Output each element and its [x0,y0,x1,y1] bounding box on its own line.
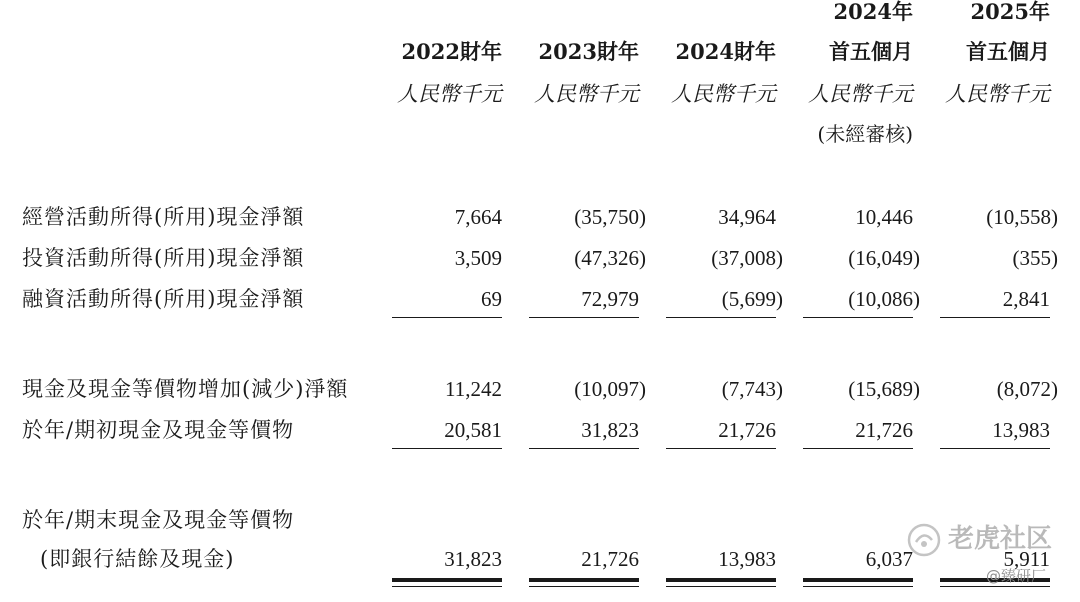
row-2-col-2-value: (47,326) [574,246,646,270]
row-5-col-2-value: 31,823 [581,418,639,442]
double-rule-col-2 [529,578,639,587]
subtotal-rule-col-1 [392,317,502,318]
col-3-period: 2024財年 [675,39,776,64]
subtotal-rule-col-4 [803,317,913,318]
row-3-col-5-value: 2,841 [1002,287,1050,311]
row-4-col-2-value: (10,097) [574,377,646,401]
row-label-opening-cash: 於年/期初現金及現金等價物 [22,418,295,442]
row-3-col-4-value: (10,086) [848,287,920,311]
col-4-audit-note: (未經審核) [817,122,913,146]
row-2-col-4-value: (16,049) [848,246,920,270]
double-rule-col-1 [392,578,502,587]
row-1-col-4-value: 10,446 [855,205,913,229]
col-2-unit: 人民幣千元 [534,82,639,106]
col-5-unit: 人民幣千元 [945,82,1050,106]
row-3-col-1-value: 69 [481,287,502,311]
row-5-col-4-value: 21,726 [855,418,913,442]
row-4-col-5-value: (8,072) [996,377,1058,401]
row-1-col-3-value: 34,964 [718,205,776,229]
subtotal-rule-col-2 [529,317,639,318]
row-4-col-3-value: (7,743) [721,377,783,401]
row-label-financing-cash: 融資活動所得(所用)現金淨額 [22,287,305,311]
row-1-col-5-value: (10,558) [986,205,1058,229]
row-6-col-2-value: 21,726 [581,547,639,571]
subtotal-rule-col-3 [666,317,776,318]
row-label-closing-cash-note: (即銀行結餘及現金) [40,547,235,571]
row-4-col-4-value: (15,689) [848,377,920,401]
watermark-brand: 老虎社区 [948,524,1053,554]
row-1-col-2-value: (35,750) [574,205,646,229]
row-1-col-1-value: 7,664 [454,205,502,229]
total-rule-col-4 [803,448,913,449]
col-5-period: 首五個月 [966,39,1050,64]
row-4-col-1-value: 11,242 [445,377,502,401]
row-6-col-5-value: 5,911 [1003,547,1050,571]
col-4-period: 首五個月 [829,39,913,64]
row-2-col-1-value: 3,509 [454,246,502,270]
tiger-logo-icon [906,522,942,558]
row-3-col-2-value: 72,979 [581,287,639,311]
double-rule-col-3 [666,578,776,587]
total-rule-col-2 [529,448,639,449]
total-rule-col-5 [940,448,1050,449]
col-2-period: 2023財年 [538,39,639,64]
col-4-year-line: 2024年 [833,0,913,24]
row-6-col-1-value: 31,823 [444,547,502,571]
row-3-col-3-value: (5,699) [721,287,783,311]
row-label-net-change: 現金及現金等價物增加(減少)淨額 [22,377,349,401]
row-label-operating-cash: 經營活動所得(所用)現金淨額 [22,205,305,229]
total-rule-col-1 [392,448,502,449]
row-5-col-1-value: 20,581 [444,418,502,442]
total-rule-col-3 [666,448,776,449]
col-1-unit: 人民幣千元 [397,82,502,106]
watermark-handle: @臻研厂 [986,567,1047,585]
col-1-period: 2022財年 [401,39,502,64]
row-6-col-4-value: 6,037 [865,547,913,571]
row-2-col-3-value: (37,008) [711,246,783,270]
row-6-col-3-value: 13,983 [718,547,776,571]
subtotal-rule-col-5 [940,317,1050,318]
col-5-year-line: 2025年 [970,0,1050,24]
row-5-col-5-value: 13,983 [992,418,1050,442]
row-2-col-5-value: (355) [1012,246,1058,270]
row-5-col-3-value: 21,726 [718,418,776,442]
col-3-unit: 人民幣千元 [671,82,776,106]
col-4-unit: 人民幣千元 [808,82,913,106]
row-label-closing-cash: 於年/期末現金及現金等價物 [22,508,295,532]
double-rule-col-4 [803,578,913,587]
row-label-investing-cash: 投資活動所得(所用)現金淨額 [22,246,305,270]
